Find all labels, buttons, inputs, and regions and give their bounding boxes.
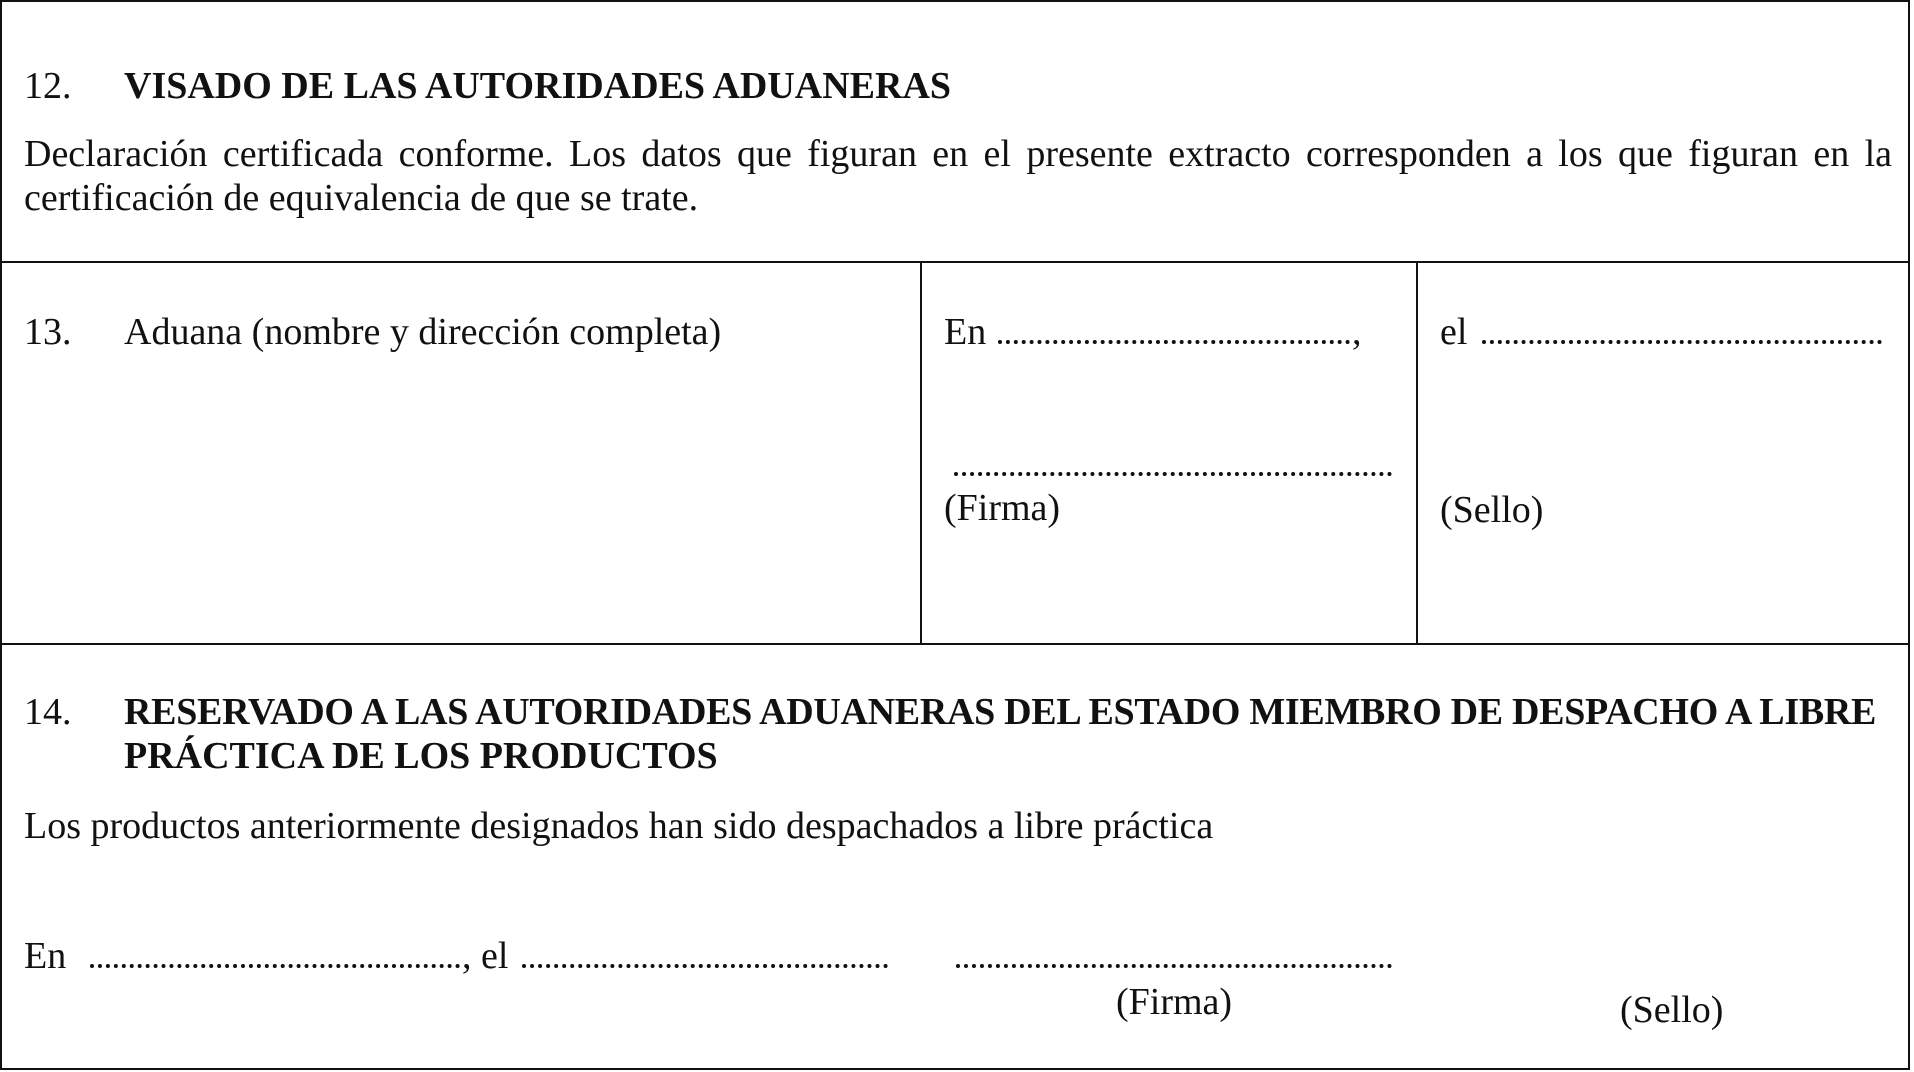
divider-13-col2 xyxy=(1416,261,1418,643)
signature-label-14: (Firma) xyxy=(1116,981,1233,1023)
date-label: el xyxy=(1440,311,1468,353)
date-label-14: , el xyxy=(462,935,509,977)
divider-13-col1 xyxy=(920,261,922,643)
section-13-number: 13. xyxy=(24,311,72,353)
date-field[interactable] xyxy=(1482,340,1882,344)
signature-field-14[interactable] xyxy=(956,964,1392,968)
section-14-title-line2: PRÁCTICA DE LOS PRODUCTOS xyxy=(124,735,718,777)
section-14-number: 14. xyxy=(24,691,72,733)
place-field-14[interactable] xyxy=(90,964,460,968)
section-12-number: 12. xyxy=(24,65,72,107)
place-comma: , xyxy=(1352,311,1362,353)
customs-office-label: Aduana (nombre y dirección completa) xyxy=(124,311,722,353)
section-12-title: VISADO DE LAS AUTORIDADES ADUANERAS xyxy=(124,65,952,107)
section-14-title-line1: RESERVADO A LAS AUTORIDADES ADUANERAS DEL ESTADO MIEMBRO DE DESPACHO A LIBRE xyxy=(124,691,1877,733)
place-label: En xyxy=(944,311,987,353)
signature-field[interactable] xyxy=(954,472,1392,476)
divider-12-13 xyxy=(2,261,1908,263)
divider-13-14 xyxy=(2,643,1908,645)
section-12-text: Declaración certificada conforme. Los datos que figuran en el presente extracto corresponden a los que figuran en la certificación de equivalencia de que se trate. xyxy=(24,133,1892,219)
signature-label: (Firma) xyxy=(944,487,1061,529)
stamp-label: (Sello) xyxy=(1440,489,1544,531)
date-field-14[interactable] xyxy=(522,964,888,968)
place-field[interactable] xyxy=(998,340,1350,344)
section-14-text: Los productos anteriormente designados han sido despachados a libre práctica xyxy=(24,805,1214,847)
stamp-label-14: (Sello) xyxy=(1620,989,1724,1031)
place-label-14: En xyxy=(24,935,67,977)
